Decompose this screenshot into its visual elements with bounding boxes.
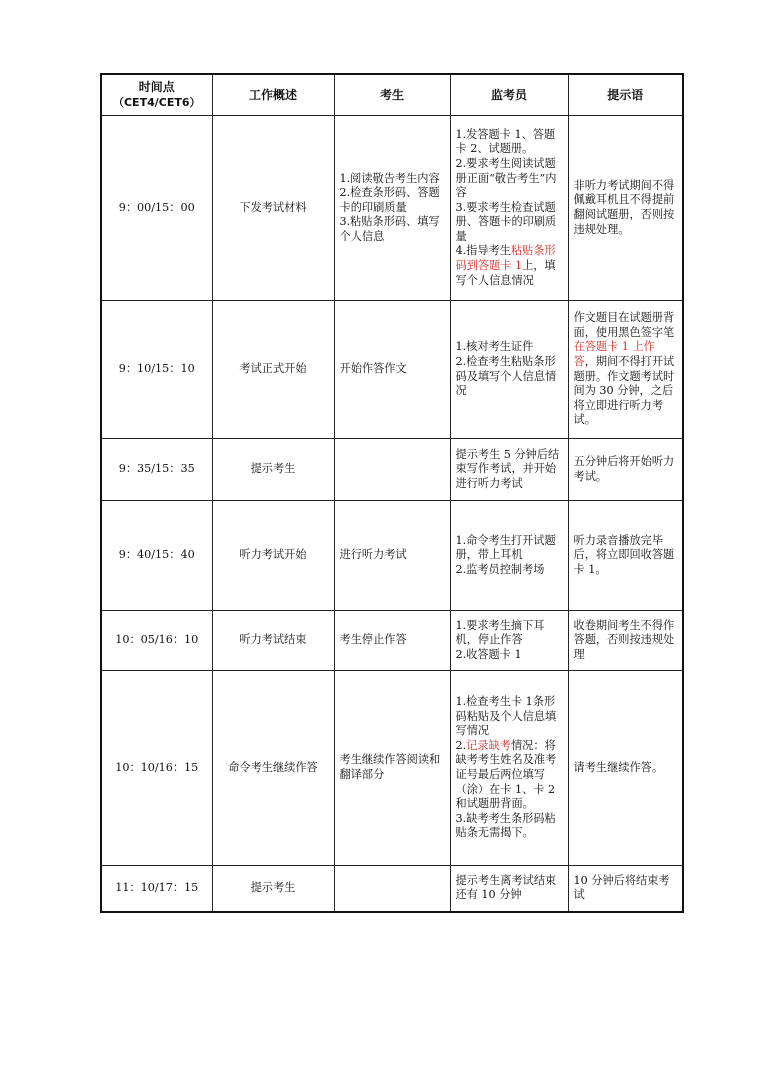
cell-text: 提示考生离考试结束还有 10 分钟 xyxy=(455,873,557,902)
time-cell: 9：10/15：10 xyxy=(101,301,212,439)
header-proctor: 监考员 xyxy=(450,74,568,116)
proctor-cell xyxy=(450,439,568,501)
cell-text: 1.发答题卡 1、答题卡 2、试题册。 2.要求考生阅读试题册正面“敬告考生”内容 3.要求考生检查试题册、答题卡的印刷质量 4.指导考生 xyxy=(455,127,557,258)
candidate-cell: 1.阅读敬告考生内容 2.检查条形码、答题卡的印刷质量 3.粘贴条形码、填写个人信息 xyxy=(334,116,450,301)
table-row xyxy=(101,301,683,439)
candidate-cell: 考生停止作答 xyxy=(334,611,450,671)
header-row xyxy=(101,74,683,116)
tip-cell xyxy=(568,439,683,501)
task-cell: 提示考生 xyxy=(212,866,334,912)
cell-text: 1.检查考生卡 1条形码粘贴及个人信息填写情况 2. xyxy=(455,695,557,752)
candidate-cell: 考生继续作答阅读和翻译部分 xyxy=(334,671,450,866)
cell-text: 请考生继续作答。 xyxy=(573,760,664,774)
time-cell: 11：10/17：15 xyxy=(101,866,212,912)
highlight-text: 粘贴条形码到答题卡 1 xyxy=(455,244,556,273)
table-row xyxy=(101,611,683,671)
proctor-cell xyxy=(450,866,568,912)
header-task: 工作概述 xyxy=(212,74,334,116)
highlight-text: 记录缺考 xyxy=(466,738,511,752)
cell-text: 提示考生 5 分钟后结束写作考试，并开始进行听力考试 xyxy=(455,447,560,490)
header-time xyxy=(101,74,212,116)
time-cell: 9：00/15：00 xyxy=(101,116,212,301)
cell-text: 1.要求考生摘下耳机，停止作答 2.收答题卡 1 xyxy=(455,618,545,661)
cell-text: 情况：将缺考考生姓名及准考证号最后两位填写（涂）在卡 1、卡 2 和试题册背面。 3.缺考考生条形码粘贴条无需揭下。 xyxy=(455,738,557,840)
proctor-cell xyxy=(450,501,568,611)
candidate-cell xyxy=(334,866,450,912)
cell-text: 五分钟后将开始听力考试。 xyxy=(573,454,675,483)
table-row xyxy=(101,439,683,501)
tip-cell xyxy=(568,301,683,439)
task-cell: 命令考生继续作答 xyxy=(212,671,334,866)
candidate-cell: 进行听力考试 xyxy=(334,501,450,611)
cell-text: 收卷期间考生不得作答题，否则按违规处理 xyxy=(573,618,675,661)
cell-text: ，期间不得打开试题册。作文题考试时间为 30 分钟，之后将立即进行听力考试。 xyxy=(573,354,675,427)
highlight-text: 在答题卡 1 上作答 xyxy=(573,340,655,368)
header-tip: 提示语 xyxy=(568,74,683,116)
table-row xyxy=(101,671,683,866)
tip-cell xyxy=(568,501,683,611)
time-cell: 10：05/16：10 xyxy=(101,611,212,671)
cell-text: 上，填写个人信息情况 xyxy=(455,259,556,287)
proctor-cell xyxy=(450,611,568,671)
cell-text: 非听力考试期间不得佩戴耳机且不得提前翻阅试题册，否则按违规处理。 xyxy=(573,178,675,236)
candidate-cell xyxy=(334,439,450,501)
header-candidate: 考生 xyxy=(334,74,450,116)
tip-cell xyxy=(568,116,683,301)
proctor-cell xyxy=(450,301,568,439)
proctor-cell xyxy=(450,116,568,301)
tip-cell xyxy=(568,611,683,671)
cell-text: 作文题目在试题册背面，使用黑色签字笔 xyxy=(573,311,675,339)
table-row xyxy=(101,116,683,301)
time-cell: 10：10/16：15 xyxy=(101,671,212,866)
task-cell: 提示考生 xyxy=(212,439,334,501)
tip-cell xyxy=(568,671,683,866)
proctor-cell xyxy=(450,671,568,866)
header-time-sub: （CET4/CET6） xyxy=(112,96,201,109)
task-cell: 考试正式开始 xyxy=(212,301,334,439)
task-cell: 听力考试结束 xyxy=(212,611,334,671)
schedule-table xyxy=(100,73,684,913)
tip-cell xyxy=(568,866,683,912)
time-cell: 9：40/15：40 xyxy=(101,501,212,611)
header-time-main: 时间点 xyxy=(138,80,175,94)
time-cell: 9：35/15：35 xyxy=(101,439,212,501)
cell-text: 1.核对考生证件 2.检查考生粘贴条形码及填写个人信息情况 xyxy=(455,340,557,398)
task-cell: 听力考试开始 xyxy=(212,501,334,611)
candidate-cell: 开始作答作文 xyxy=(334,301,450,439)
table-row xyxy=(101,866,683,912)
cell-text: 听力录音播放完毕后，将立即回收答题卡 1。 xyxy=(573,533,675,576)
cell-text: 10 分钟后将结束考试 xyxy=(573,873,670,902)
task-cell: 下发考试材料 xyxy=(212,116,334,301)
table-row xyxy=(101,501,683,611)
cell-text: 1.命令考生打开试题册，带上耳机 2.监考员控制考场 xyxy=(455,533,556,576)
